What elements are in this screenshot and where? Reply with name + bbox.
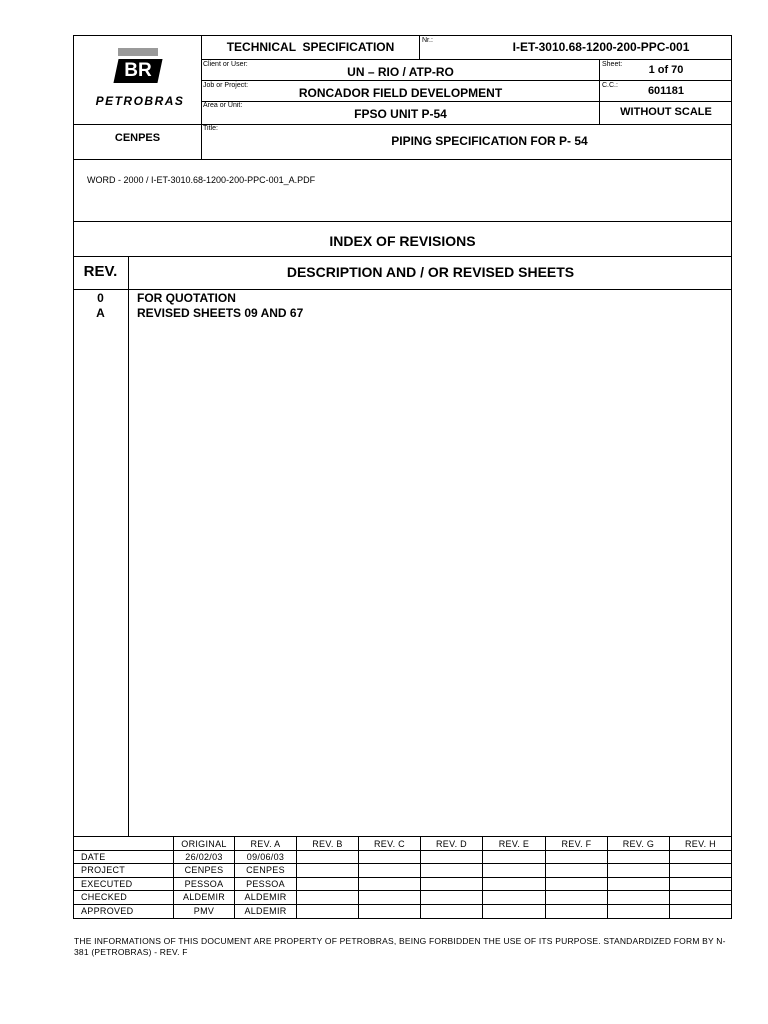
title-label: Title: (203, 125, 218, 132)
approval-col-header: REV. G (622, 839, 655, 849)
approval-hline (73, 877, 732, 878)
approval-hline (73, 904, 732, 905)
approval-cell: 26/02/03 (185, 852, 223, 862)
footer-notice: THE INFORMATIONS OF THIS DOCUMENT ARE PROPERTY OF PETROBRAS, BEING FORBIDDEN THE USE OF ITS PURPOSE. STANDARDIZED FORM BY N-381 (PETROBRAS) - REV. F (74, 936, 726, 957)
dept-name: CENPES (114, 132, 161, 144)
rev-code: A (96, 306, 105, 320)
approval-cell: ALDEMIR (182, 892, 226, 902)
approval-hline (73, 890, 732, 891)
approval-col-header: REV. F (561, 839, 592, 849)
cc-label: C.C.: (602, 82, 618, 89)
header-hline-1 (201, 59, 732, 60)
rev-vline (128, 256, 129, 836)
header-hline-4 (73, 124, 732, 125)
cc-value: 601181 (647, 85, 685, 97)
rev-column-header: REV. (83, 263, 118, 280)
approval-col-header: REV. B (312, 839, 343, 849)
area-value: FPSO UNIT P-54 (354, 107, 447, 121)
approval-cell: PESSOA (184, 879, 224, 889)
job-value: RONCADOR FIELD DEVELOPMENT (298, 86, 503, 100)
frame-right (731, 35, 732, 919)
approval-row-label: APPROVED (81, 906, 134, 916)
rev-code: 0 (97, 291, 104, 305)
approval-row-label: CHECKED (81, 892, 128, 902)
scale-value: WITHOUT SCALE (620, 106, 712, 118)
rev-description: REVISED SHEETS 09 AND 67 (137, 306, 304, 320)
logo-mark-text: BR (124, 60, 152, 81)
petrobras-logo (88, 48, 192, 112)
approval-col-header: REV. C (374, 839, 405, 849)
doc-number: I-ET-3010.68-1200-200-PPC-001 (512, 40, 690, 54)
approval-cell: PMV (193, 906, 215, 916)
approval-col-header: ORIGINAL (181, 839, 227, 849)
file-reference: WORD - 2000 / I-ET-3010.68-1200-200-PPC-001_A.PDF (87, 175, 316, 185)
logo-mark (113, 59, 162, 83)
job-label: Job or Project: (203, 82, 249, 89)
approval-hline (73, 863, 732, 864)
doc-type: TECHNICAL SPECIFICATION (226, 40, 395, 54)
approval-cell: ALDEMIR (244, 906, 287, 916)
rev-description: FOR QUOTATION (137, 291, 236, 305)
approval-row-label: EXECUTED (81, 879, 133, 889)
approval-col-header: REV. A (250, 839, 281, 849)
doc-title: PIPING SPECIFICATION FOR P- 54 (391, 134, 588, 148)
revisions-heading: INDEX OF REVISIONS (329, 233, 476, 249)
sheet-value: 1 of 70 (648, 64, 684, 76)
approval-cell: CENPES (184, 865, 224, 875)
header-hline-2 (201, 80, 732, 81)
header-hline-3 (201, 101, 732, 102)
approval-cell: ALDEMIR (244, 892, 287, 902)
approval-hline-top (73, 836, 732, 837)
client-label: Client or User: (203, 61, 248, 68)
description-column-header: DESCRIPTION AND / OR REVISED SHEETS (286, 264, 575, 280)
client-value: UN – RIO / ATP-RO (347, 65, 454, 79)
logo-bar (118, 48, 158, 56)
header-hline-5 (73, 159, 732, 160)
approval-cell: 09/06/03 (246, 852, 285, 862)
approval-cell: PESSOA (246, 879, 285, 889)
logo-name: PETROBRAS (95, 94, 185, 108)
rev-hline-heading (73, 256, 732, 257)
rev-hline-top (73, 221, 732, 222)
approval-col-header: REV. H (685, 839, 716, 849)
frame-left (73, 35, 74, 919)
approval-col-header: REV. E (498, 839, 530, 849)
approval-row-label: PROJECT (81, 865, 126, 875)
area-label: Area or Unit: (203, 102, 243, 109)
frame-top (73, 35, 732, 36)
rev-hline-cols (73, 289, 732, 290)
sheet-label: Sheet: (602, 61, 623, 68)
nr-label: Nr.: (422, 37, 433, 44)
approval-cell: CENPES (246, 865, 285, 875)
frame-bottom (73, 918, 732, 919)
approval-hline-header (73, 850, 732, 851)
approval-row-label: DATE (81, 852, 106, 862)
header-vline-nr (419, 35, 420, 59)
approval-col-header: REV. D (436, 839, 467, 849)
